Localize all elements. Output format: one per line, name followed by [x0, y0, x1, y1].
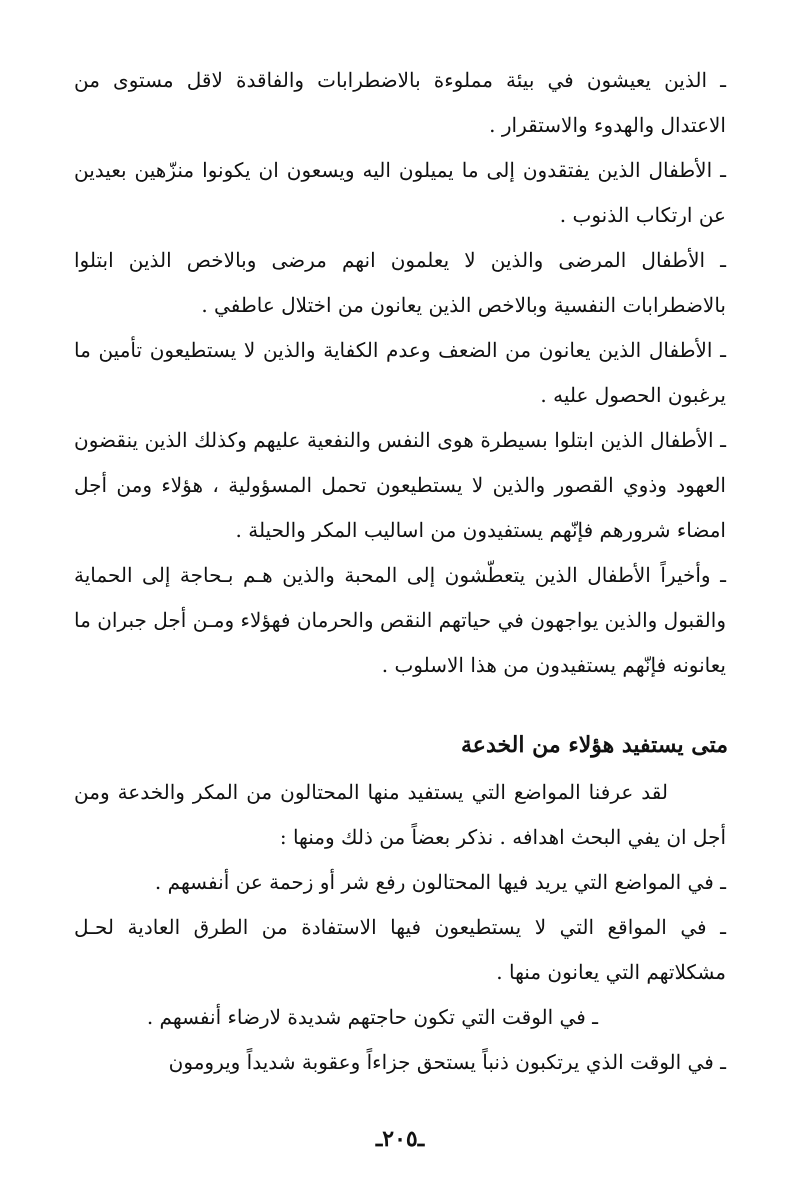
list-item: ـ الأطفال المرضى والذين لا يعلمون انهم مرضى وبالاخص الذين ابتلوا بالاضطرابات النفسية وبالاخص الذين يعانون من اختلال عاطفي .: [74, 248, 726, 317]
section-body: [74, 770, 726, 1085]
list-item: ـ وأخيراً الأطفال الذين يتعطّشون إلى المحبة والذين هـم بـحاجة إلى الحماية والقبول والذين يواجهون في حياتهم النقص والحرمان فهؤلاء ومـن أجل جبران ما يعانونه فإنّهم يستفيدون من هذا الاسلوب .: [74, 563, 726, 677]
list-item: ـ في الوقت الذي يرتكبون ذنباً يستحق جزاءاً وعقوبة شديداً ويرومون: [168, 1050, 726, 1074]
page-number: ـ٢٠٥ـ: [375, 1126, 425, 1152]
list-item: ـ في الوقت التي تكون حاجتهم شديدة لارضاء أنفسهم .: [146, 1005, 598, 1029]
list-item: ـ الأطفال الذين يفتقدون إلى ما يميلون اليه ويسعون ان يكونوا منزّهين بعيدين عن ارتكاب الذنوب .: [74, 158, 726, 227]
section-heading: متى يستفيد هؤلاء من الخدعة: [461, 732, 728, 758]
list-item: ـ الذين يعيشون في بيئة مملوءة بالاضطرابات والفاقدة لاقل مستوى من الاعتدال والهدوء والاستقرار .: [74, 68, 726, 137]
list-item: ـ الأطفال الذين ابتلوا بسيطرة هوى النفس والنفعية عليهم وكذلك الذين ينقضون العهود وذوي القصور والذين لا يستطيعون تحمل المسؤولية ، هؤلاء ومن أجل امضاء شرورهم فإنّهم يستفيدون من اساليب المكر والحيلة .: [74, 428, 726, 542]
list-item: ـ الأطفال الذين يعانون من الضعف وعدم الكفاية والذين لا يستطيعون تأمين ما يرغبون الحصول عليه .: [74, 338, 726, 407]
list-item: ـ في المواقع التي لا يستطيعون فيها الاستفادة من الطرق العادية لحـل مشكلاتهم التي يعانون منها .: [74, 915, 726, 984]
section-intro: لقد عرفنا المواضع التي يستفيد منها المحتالون من المكر والخدعة ومن أجل ان يفي البحث اهدافه . نذكر بعضاً من ذلك ومنها :: [74, 780, 726, 849]
list-block: [74, 58, 726, 688]
list-item: ـ في المواضع التي يريد فيها المحتالون رفع شر أو زحمة عن أنفسهم .: [154, 870, 726, 894]
